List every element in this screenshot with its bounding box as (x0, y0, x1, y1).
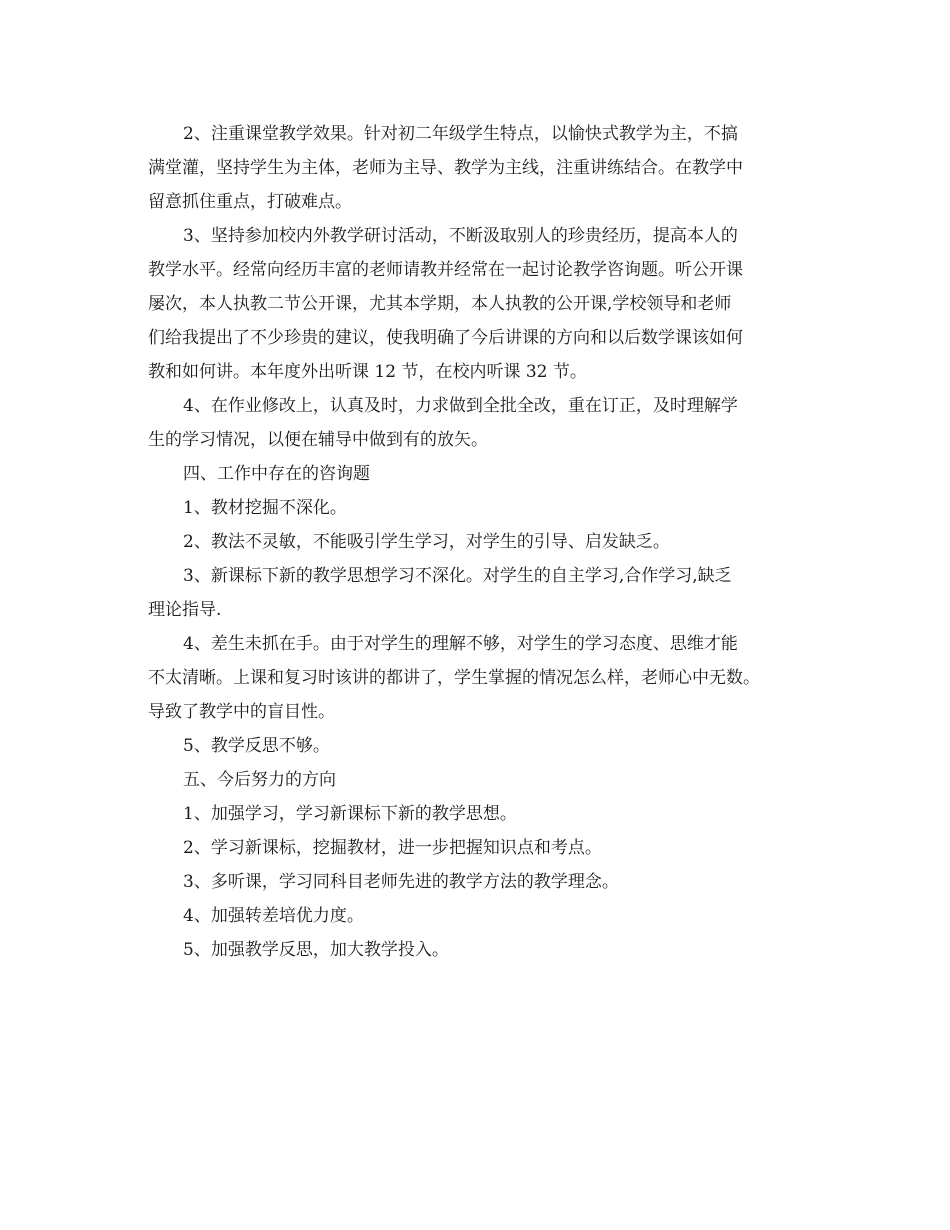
text-line: 4、加强转差培优力度。 (183, 906, 364, 926)
text-line: 屡次，本人执教二节公开课，尤其本学期，本人执教的公开课,学校领导和老师 (148, 294, 732, 314)
paragraph (148, 389, 813, 457)
text-line: 们给我提出了不少珍贵的建议，使我明确了今后讲课的方向和以后数学课该如何 (148, 328, 743, 348)
text-line: 五、今后努力的方向 (183, 770, 336, 790)
paragraph (148, 117, 813, 219)
paragraph (148, 865, 813, 899)
text-line: 2、注重课堂教学效果。针对初二年级学生特点，以愉快式教学为主，不搞 (183, 124, 738, 144)
text-line: 教学水平。经常向经历丰富的老师请教并经常在一起讨论教学咨询题。听公开课 (148, 260, 743, 280)
text-line: 4、在作业修改上，认真及时，力求做到全批全改，重在订正，及时理解学 (183, 396, 738, 416)
text-line: 理论指导. (148, 600, 222, 620)
text-line: 3、坚持参加校内外教学研讨活动，不断汲取别人的珍贵经历，提高本人的 (183, 226, 738, 246)
text-line: 5、加强教学反思，加大教学投入。 (183, 940, 449, 960)
paragraph (148, 763, 813, 797)
paragraph (148, 219, 813, 389)
text-line: 不太清晰。上课和复习时该讲的都讲了，学生掌握的情况怎么样，老师心中无数。 (148, 668, 760, 688)
text-line: 教和如何讲。本年度外出听课 12 节，在校内听课 32 节。 (148, 362, 587, 382)
paragraph (148, 729, 813, 763)
text-line: 3、新课标下新的教学思想学习不深化。对学生的自主学习,合作学习,缺乏 (183, 566, 732, 586)
paragraph (148, 797, 813, 831)
text-line: 生的学习情况，以便在辅导中做到有的放矢。 (148, 430, 488, 450)
paragraph (148, 559, 813, 627)
text-line: 四、工作中存在的咨询题 (183, 464, 370, 484)
text-line: 满堂灌，坚持学生为主体，老师为主导、教学为主线，注重讲练结合。在教学中 (148, 158, 743, 178)
text-line: 1、教材挖掘不深化。 (183, 498, 347, 518)
paragraph (148, 933, 813, 967)
text-line: 2、学习新课标，挖掘教材，进一步把握知识点和考点。 (183, 838, 602, 858)
paragraph (148, 525, 813, 559)
text-line: 4、差生未抓在手。由于对学生的理解不够，对学生的学习态度、思维才能 (183, 634, 738, 654)
text-line: 5、教学反思不够。 (183, 736, 330, 756)
paragraph (148, 457, 813, 491)
text-line: 留意抓住重点，打破难点。 (148, 192, 352, 212)
paragraph (148, 831, 813, 865)
paragraph (148, 899, 813, 933)
document-body (148, 117, 813, 967)
paragraph (148, 627, 813, 729)
text-line: 1、加强学习，学习新课标下新的教学思想。 (183, 804, 517, 824)
paragraph (148, 491, 813, 525)
text-line: 导致了教学中的盲目性。 (148, 702, 335, 722)
text-line: 2、教法不灵敏，不能吸引学生学习，对学生的引导、启发缺乏。 (183, 532, 670, 552)
text-line: 3、多听课，学习同科目老师先进的教学方法的教学理念。 (183, 872, 619, 892)
